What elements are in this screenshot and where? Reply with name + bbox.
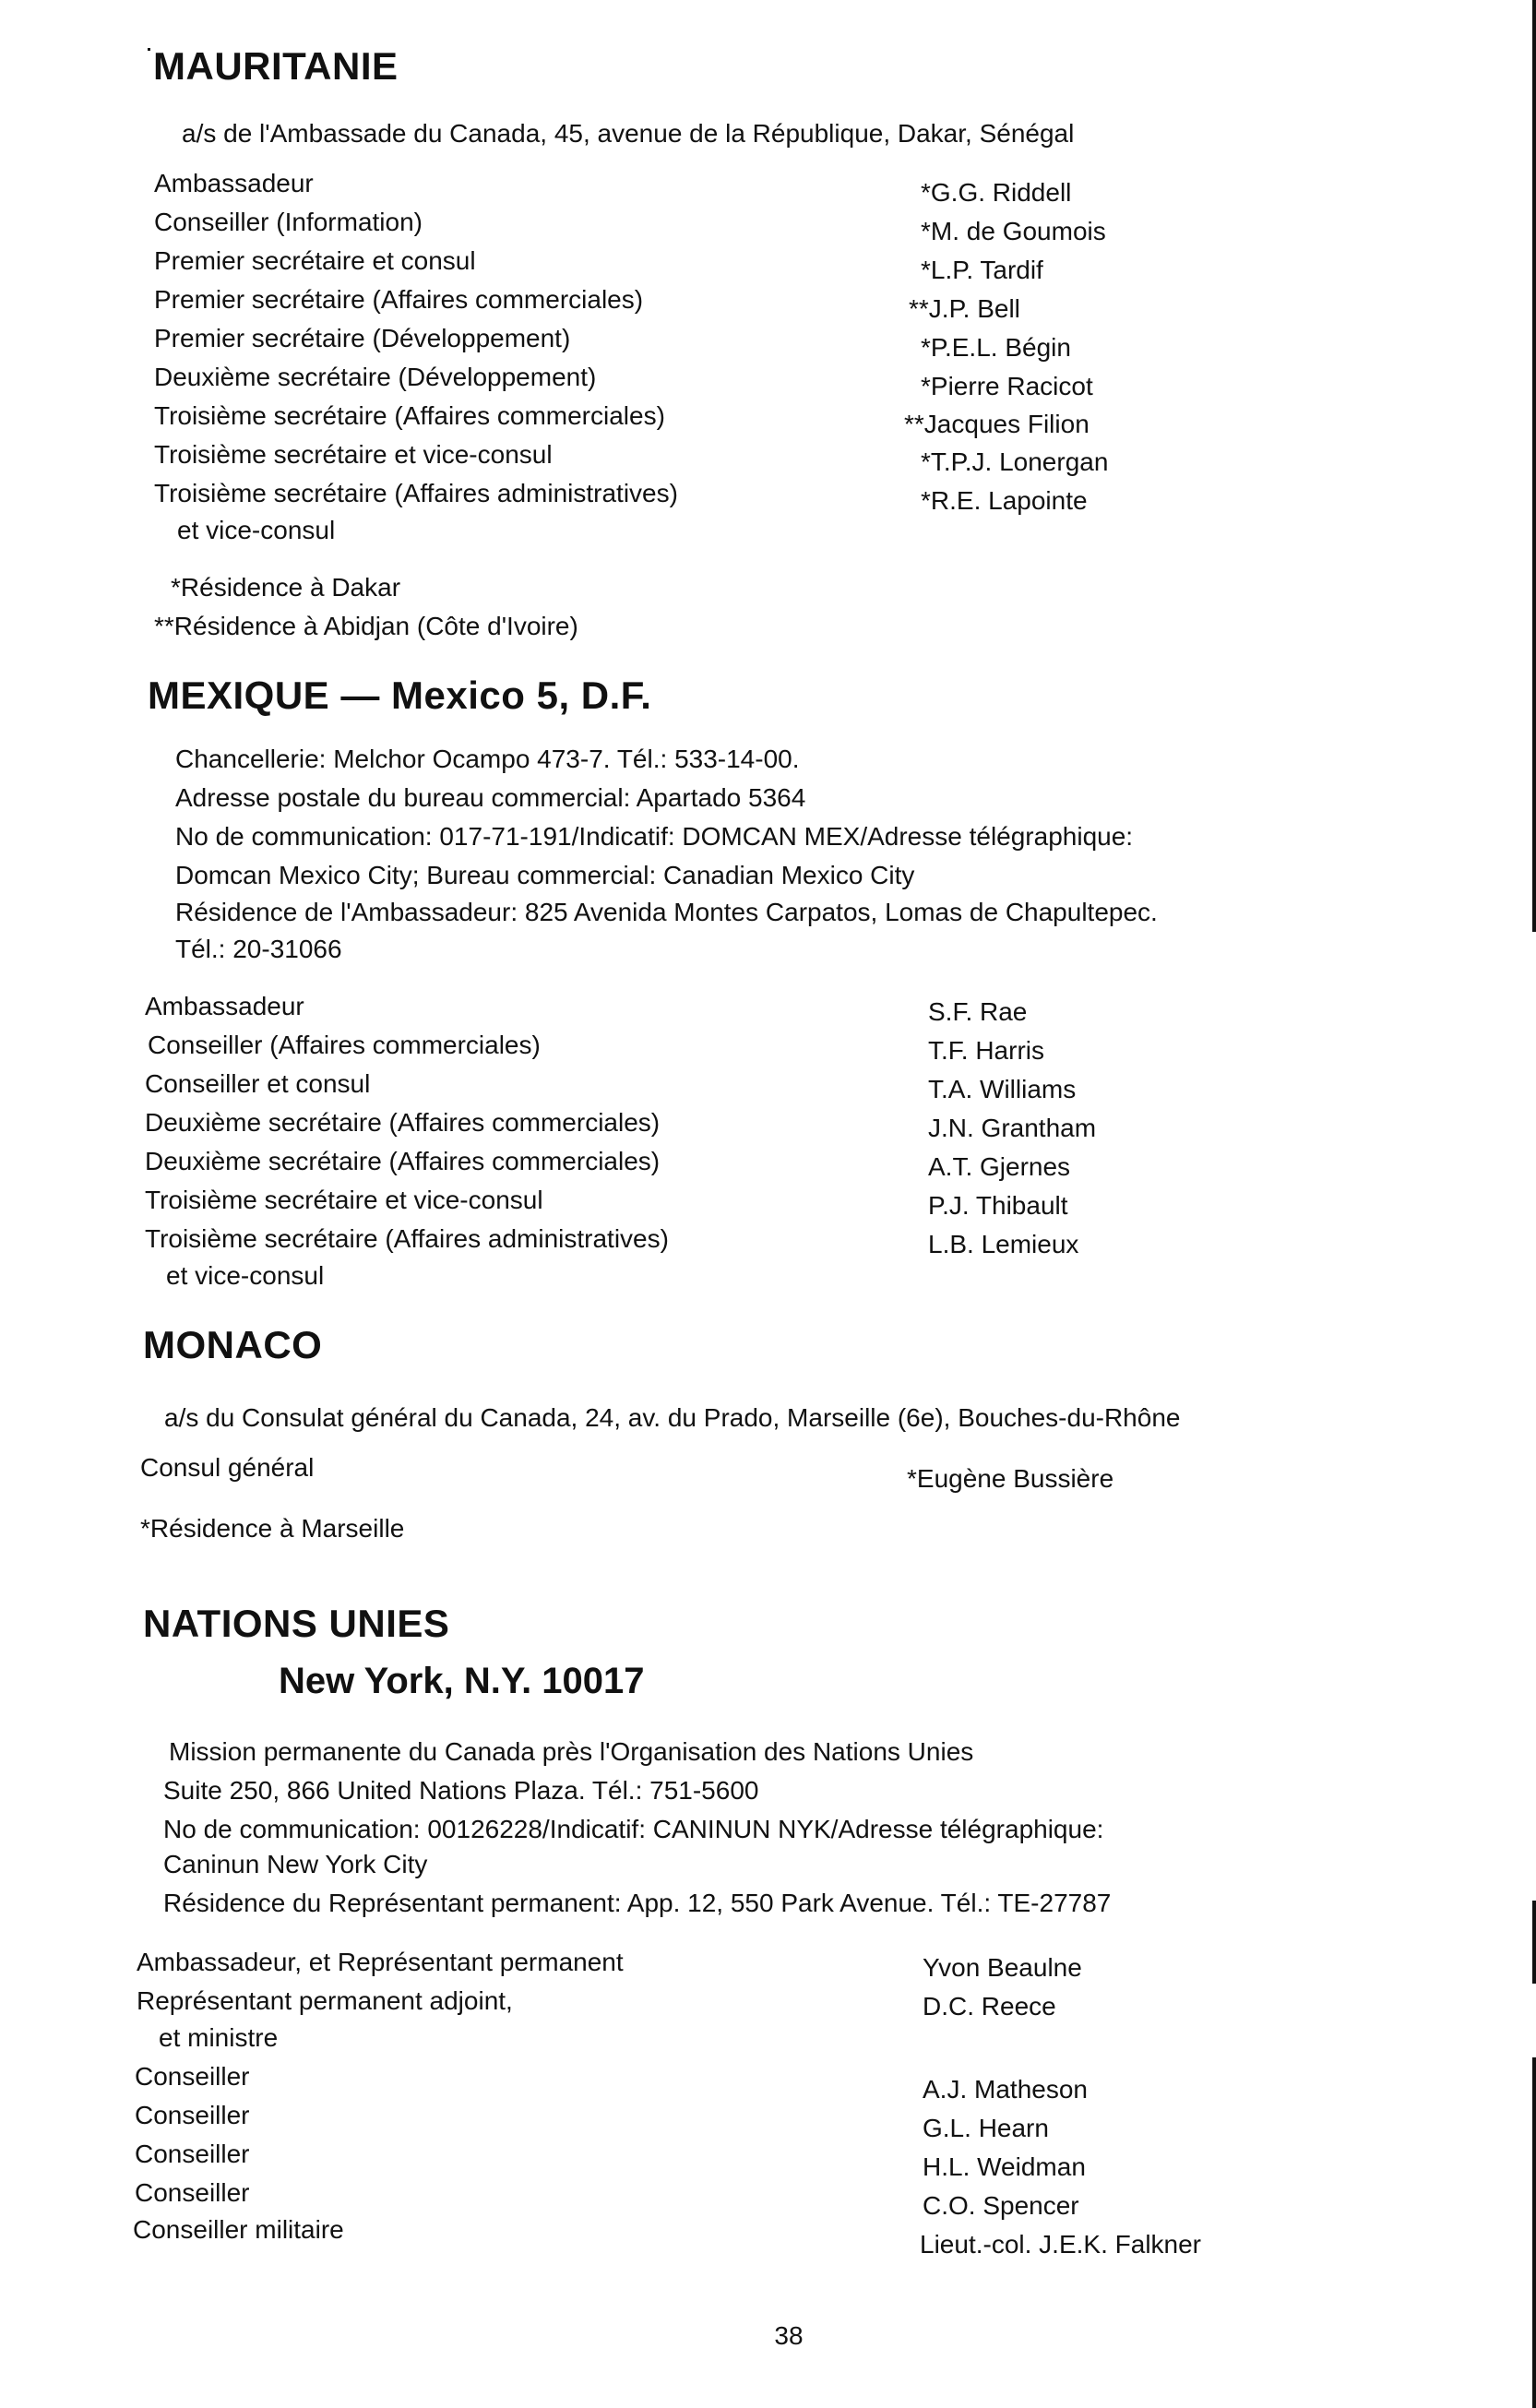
address-line: No de communication: 00126228/Indicatif: CANINUN NYK/Adresse télégraphique: — [163, 1815, 1104, 1843]
address-line: Mission permanente du Canada près l'Organisation des Nations Unies — [169, 1737, 974, 1766]
footnote: *Résidence à Marseille — [140, 1514, 405, 1543]
staff-role: Conseiller et consul — [145, 1069, 371, 1098]
staff-role: Troisième secrétaire et vice-consul — [154, 440, 553, 469]
staff-name: H.L. Weidman — [923, 2152, 1086, 2181]
address-line: Suite 250, 866 United Nations Plaza. Tél.: 751-5600 — [163, 1776, 759, 1805]
staff-role: Ambassadeur — [145, 992, 304, 1020]
staff-role: Troisième secrétaire (Affaires administratives) — [154, 479, 678, 507]
staff-role: Troisième secrétaire et vice-consul — [145, 1186, 543, 1214]
scan-edge — [1532, 0, 1536, 932]
staff-name: *Pierre Racicot — [921, 372, 1093, 400]
section-subtitle: New York, N.Y. 10017 — [279, 1661, 645, 1701]
staff-role: Deuxième secrétaire (Affaires commerciales) — [145, 1108, 661, 1137]
staff-name: J.N. Grantham — [928, 1114, 1097, 1142]
staff-role: Deuxième secrétaire (Affaires commerciales) — [145, 1147, 661, 1175]
staff-role: Conseiller (Affaires commerciales) — [148, 1031, 541, 1059]
staff-name: *Eugène Bussière — [907, 1464, 1114, 1493]
staff-name: T.F. Harris — [928, 1036, 1044, 1065]
address-line: Résidence du Représentant permanent: App. 12, 550 Park Avenue. Tél.: TE-27787 — [163, 1889, 1112, 1917]
staff-name: G.L. Hearn — [923, 2114, 1049, 2142]
scan-edge — [1532, 2057, 1536, 2408]
staff-name: *L.P. Tardif — [921, 256, 1043, 284]
footnote: *Résidence à Dakar — [171, 573, 401, 602]
staff-role: Deuxième secrétaire (Développement) — [154, 363, 597, 391]
staff-name: *G.G. Riddell — [921, 178, 1072, 207]
staff-role: Consul général — [140, 1453, 315, 1482]
section-title: MEXIQUE — Mexico 5, D.F. — [148, 674, 652, 717]
staff-role: Premier secrétaire (Développement) — [154, 324, 571, 352]
address-line: Résidence de l'Ambassadeur: 825 Avenida Montes Carpatos, Lomas de Chapultepec. — [175, 898, 1158, 926]
section-title: MAURITANIE — [153, 44, 399, 88]
staff-name: T.A. Williams — [928, 1075, 1077, 1103]
staff-name: **J.P. Bell — [909, 294, 1020, 323]
staff-name: P.J. Thibault — [928, 1191, 1068, 1220]
staff-role: Premier secrétaire (Affaires commerciales) — [154, 285, 644, 314]
address-line: Tél.: 20-31066 — [175, 935, 342, 963]
staff-name: *T.P.J. Lonergan — [921, 447, 1109, 476]
staff-name: *R.E. Lapointe — [921, 486, 1088, 515]
staff-role: et vice-consul — [177, 516, 336, 544]
staff-role: et vice-consul — [166, 1261, 325, 1290]
staff-role: Ambassadeur — [154, 169, 314, 197]
address-line: a/s de l'Ambassade du Canada, 45, avenue de la République, Dakar, Sénégal — [182, 119, 1075, 148]
staff-name: A.J. Matheson — [923, 2075, 1088, 2104]
staff-role: Conseiller — [135, 2101, 250, 2129]
address-line: No de communication: 017-71-191/Indicatif: DOMCAN MEX/Adresse télégraphique: — [175, 822, 1134, 851]
staff-role: et ministre — [159, 2023, 279, 2052]
scan-mark — [148, 48, 150, 51]
staff-role: Conseiller — [135, 2178, 250, 2207]
staff-name: S.F. Rae — [928, 997, 1028, 1026]
address-line: Domcan Mexico City; Bureau commercial: Canadian Mexico City — [175, 861, 915, 889]
address-line: Adresse postale du bureau commercial: Apartado 5364 — [175, 783, 806, 812]
staff-role: Conseiller — [135, 2140, 250, 2168]
staff-role: Troisième secrétaire (Affaires commerciales) — [154, 401, 665, 430]
address-line: Chancellerie: Melchor Ocampo 473-7. Tél.: 533-14-00. — [175, 745, 800, 773]
footnote: **Résidence à Abidjan (Côte d'Ivoire) — [154, 612, 578, 640]
section-title: NATIONS UNIES — [143, 1602, 450, 1645]
staff-role: Conseiller (Information) — [154, 208, 423, 236]
staff-role: Troisième secrétaire (Affaires administratives) — [145, 1224, 669, 1253]
staff-name: A.T. Gjernes — [928, 1152, 1071, 1181]
staff-role: Ambassadeur, et Représentant permanent — [137, 1948, 624, 1976]
staff-role: Premier secrétaire et consul — [154, 246, 476, 275]
staff-role: Conseiller — [135, 2062, 250, 2091]
staff-name: L.B. Lemieux — [928, 1230, 1079, 1258]
staff-name: Lieut.-col. J.E.K. Falkner — [920, 2230, 1202, 2259]
staff-name: *M. de Goumois — [921, 217, 1106, 245]
address-line: Caninun New York City — [163, 1850, 428, 1878]
scan-edge — [1532, 1901, 1536, 1984]
section-title: MONACO — [143, 1323, 323, 1366]
staff-name: C.O. Spencer — [923, 2191, 1079, 2220]
staff-role: Représentant permanent adjoint, — [137, 1986, 513, 2015]
address-line: a/s du Consulat général du Canada, 24, av. du Prado, Marseille (6e), Bouches-du-Rhône — [164, 1403, 1181, 1432]
staff-name: *P.E.L. Bégin — [921, 333, 1071, 362]
staff-role: Conseiller militaire — [133, 2215, 344, 2244]
staff-name: Yvon Beaulne — [923, 1953, 1082, 1982]
staff-name: **Jacques Filion — [904, 410, 1089, 438]
page-number: 38 — [774, 2321, 804, 2350]
staff-name: D.C. Reece — [923, 1992, 1056, 2021]
